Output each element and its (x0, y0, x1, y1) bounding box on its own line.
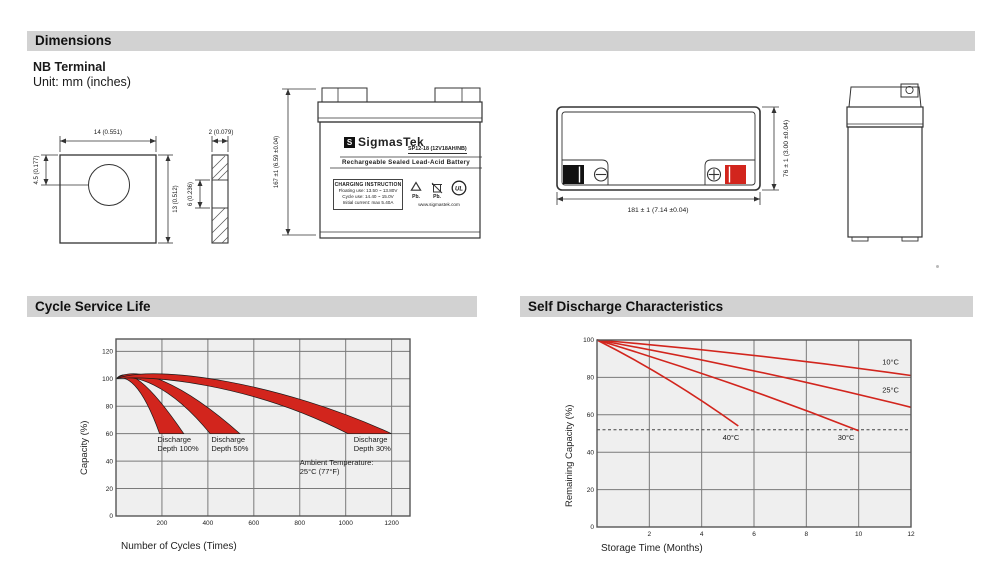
dim-label-side-hole: 6 (0.236) (188, 181, 194, 207)
svg-text:Pb.: Pb. (433, 194, 441, 200)
x-tick-label: 2 (647, 531, 652, 538)
battery-side-view (835, 80, 955, 248)
charging-line-2: Cycle use: 14.40 ~ 15.0V (342, 193, 394, 199)
chart-annotation: Ambient Temperature: (299, 458, 374, 468)
discharge-y-axis-title: Remaining Capacity (%) (564, 404, 575, 507)
y-tick-label: 0 (109, 513, 113, 521)
y-tick-label: 20 (586, 486, 594, 494)
x-tick-label: 800 (294, 520, 306, 527)
series-label: 10°C (882, 357, 899, 367)
y-tick-label: 20 (105, 485, 113, 493)
x-tick-label: 600 (248, 520, 260, 527)
y-tick-label: 100 (583, 337, 594, 345)
terminal-front-plate (60, 155, 156, 243)
x-tick-label: 8 (804, 531, 809, 538)
battery-lid (318, 102, 482, 122)
side-body (848, 127, 922, 237)
dimensions-header-bar (27, 31, 975, 51)
ul-mark-icon (450, 180, 468, 198)
model-label: SP12-18 (12V18AH/NB) (408, 146, 467, 152)
y-tick-label: 80 (105, 403, 113, 411)
charging-line-1: Floating use: 13.50 ~ 13.80V (338, 188, 398, 193)
terminal-block-right (435, 88, 480, 102)
dim-label-top-width: 181 ± 1 (7.14 ±0.04) (627, 207, 689, 214)
dim-label-battery-height: 167 ±1 (6.59 ±0.04) (274, 135, 280, 189)
y-tick-label: 120 (102, 348, 113, 356)
chart-annotation: Discharge (211, 434, 246, 444)
stray-dot (936, 265, 939, 268)
svg-text:Pb.: Pb. (412, 194, 420, 200)
y-tick-label: 60 (105, 430, 113, 438)
x-tick-label: 1000 (338, 520, 353, 527)
chart-annotation: 25°C (77°F) (299, 467, 340, 477)
y-tick-label: 0 (590, 524, 594, 532)
brand-logo-icon: S (344, 137, 355, 148)
brand-name: SigmasTek (358, 135, 425, 149)
unit-note: Unit: mm (inches) (33, 75, 131, 89)
series-label: 40°C (722, 433, 740, 443)
charging-title: CHARGING INSTRUCTION (334, 182, 402, 188)
dim-label-hole-offset: 4.5 (0.177) (34, 155, 40, 185)
y-tick-label: 60 (586, 412, 594, 419)
series-label: 30°C (837, 433, 855, 443)
y-tick-label: 80 (586, 374, 594, 382)
dim-label-side-thickness: 2 (0.079) (208, 129, 234, 136)
x-tick-label: 10 (855, 531, 863, 538)
trash-pb-icon (429, 180, 445, 200)
x-tick-label: 12 (907, 531, 915, 538)
x-tick-label: 400 (202, 520, 214, 527)
positive-terminal-block (725, 165, 746, 184)
recycle-pb-icon (408, 180, 424, 200)
side-terminal (901, 84, 918, 97)
discharge-x-axis-title: Storage Time (Months) (601, 543, 703, 554)
series-label: 25°C (882, 385, 899, 395)
dim-label-front-height: 13 (0.512) (173, 185, 179, 213)
x-tick-label: 200 (156, 520, 168, 527)
charging-line-3: Initial current: max 5.40A (342, 199, 394, 205)
chart-annotation: Depth 50% (211, 443, 249, 453)
x-tick-label: 6 (752, 531, 756, 538)
chart-annotation: Depth 100% (157, 443, 199, 453)
terminal-block-left (322, 88, 367, 102)
discharge-title: Self Discharge Characteristics (528, 299, 724, 314)
terminal-hole (89, 165, 130, 206)
cycle-title: Cycle Service Life (35, 299, 151, 314)
cycle-x-axis-title: Number of Cycles (Times) (121, 541, 237, 552)
chart-annotation: Depth 30% (353, 443, 391, 453)
terminal-drawing (30, 123, 250, 261)
svg-text:UL: UL (455, 186, 463, 193)
dim-label-top-depth: 76 ± 1 (3.00 ±0.04) (783, 119, 790, 178)
self-discharge-chart (540, 328, 960, 573)
chart-annotation: Discharge (157, 434, 192, 444)
hatch-lines (212, 156, 228, 243)
negative-terminal-block (563, 165, 584, 184)
discharge-header-bar (520, 296, 973, 317)
y-tick-label: 100 (102, 375, 113, 383)
side-foot-right (902, 237, 918, 241)
y-tick-label: 40 (105, 458, 113, 466)
cycle-y-axis-title: Capacity (%) (79, 420, 90, 475)
cycle-header-bar (27, 296, 477, 317)
cycle-service-life-chart (60, 328, 450, 568)
side-foot-left (852, 237, 868, 241)
chart-annotation: Discharge (353, 434, 388, 444)
website-label: www.sigmastek.com (418, 202, 460, 207)
battery-top-view (545, 95, 800, 225)
dim-label-front-width: 14 (0.551) (93, 129, 123, 136)
terminal-type-label: NB Terminal (33, 60, 106, 74)
charging-instruction-box (333, 179, 403, 210)
y-tick-label: 40 (586, 449, 594, 457)
battery-subtitle: Rechargeable Sealed Lead-Acid Battery (341, 159, 471, 166)
battery-front-view (270, 80, 505, 245)
dimensions-title: Dimensions (35, 33, 112, 48)
x-tick-label: 4 (699, 531, 704, 538)
x-tick-label: 1200 (384, 520, 399, 527)
